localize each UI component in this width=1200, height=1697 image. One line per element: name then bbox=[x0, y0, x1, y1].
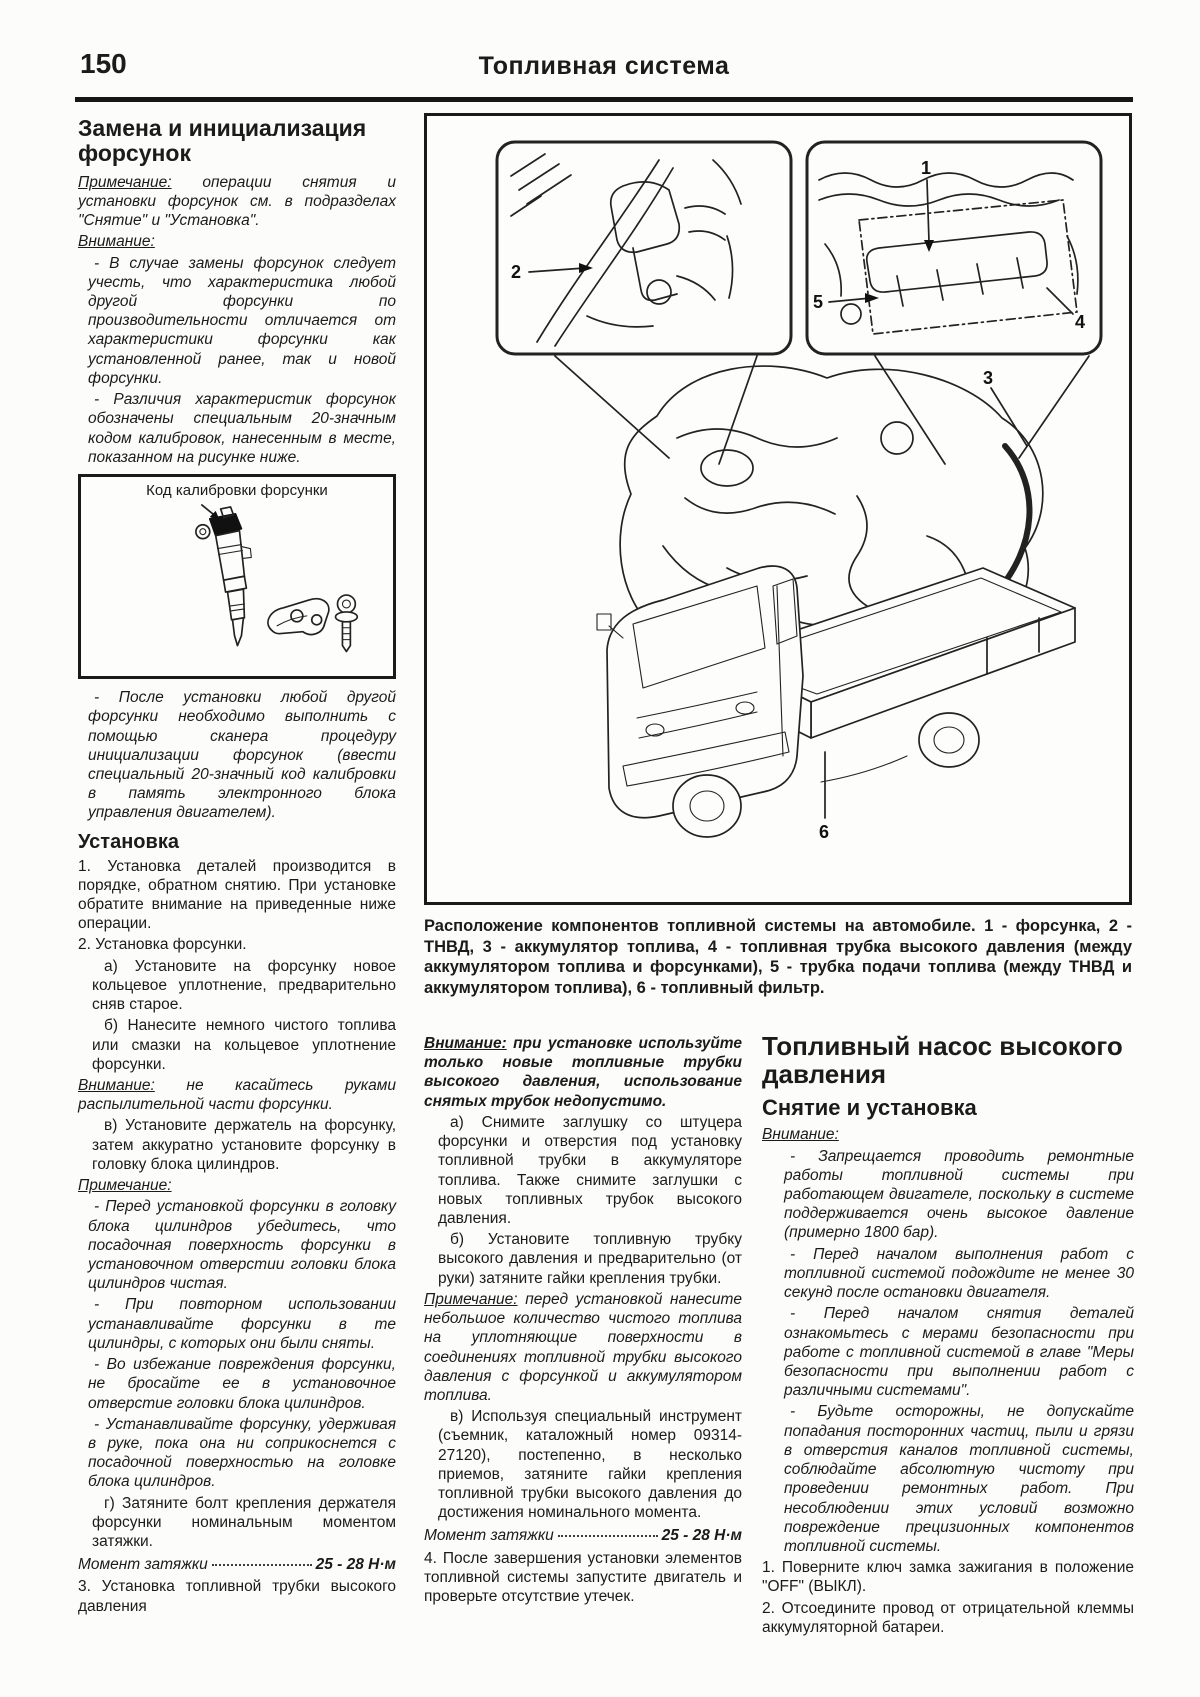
warning-label: Внимание: bbox=[78, 233, 155, 251]
callout-6: 6 bbox=[819, 822, 830, 842]
callout-4: 4 bbox=[1075, 312, 1086, 332]
note-item: - При повторном использовании устанавливайте форсунки в те цилиндры, с которых они были сняты. bbox=[88, 1296, 396, 1352]
step: 2. Установка форсунки. bbox=[78, 936, 247, 954]
warning-item: - Перед началом выполнения работ с топливной системой подождите не менее 30 секунд после остановки двигателя. bbox=[784, 1245, 1134, 1302]
warning-item: - Перед началом снятия деталей ознакомьтесь с мерами безопасности при работе с топливной системой в главе "Меры безопасности при выполнении работ с различными системами". bbox=[784, 1305, 1134, 1400]
section-heading: Топливный насос высокого давления bbox=[762, 1031, 1123, 1090]
figure-caption: Расположение компонентов топливной системы на автомобиле. 1 - форсунка, 2 - ТНВД, 3 - аккумулятор топлива, 4 - топливная трубка высокого давления (между аккумулятором топлива и форсунками), 5 - трубка подачи топлива (между ТНВД и аккумулятором топлива), 6 - топливный фильтр. bbox=[424, 917, 1132, 997]
warning-label: Внимание: bbox=[78, 1077, 155, 1095]
torque-value: 25 - 28 Н·м bbox=[661, 1527, 742, 1545]
injector-figure bbox=[78, 474, 396, 679]
substep: в) Используя специальный инструмент (съемник, каталожный номер 09314-27120), постепенно, в несколько приемов, затяните гайки крепления топливной трубки высокого давления до достижения номинального момента. bbox=[438, 1408, 742, 1522]
callout-1: 1 bbox=[921, 158, 932, 178]
substep: а) Установите на форсунку новое кольцевое уплотнение, предварительно сняв старое. bbox=[92, 957, 396, 1014]
engine-inset-right bbox=[807, 142, 1101, 354]
warning-text: не касайтесь руками распылительной части форсунки. bbox=[78, 1077, 396, 1114]
subsection-heading: Установка bbox=[78, 830, 179, 853]
page-title: Топливная система bbox=[478, 52, 730, 80]
warning-item: - В случае замены форсунок следует учесть, что характеристика любой другой форсунки по производительности отличается от характеристики форсунки как установленной ранее, так и новой форсунки. bbox=[88, 254, 396, 387]
inset-callouts bbox=[511, 158, 1085, 446]
truck-drawing bbox=[597, 566, 1075, 837]
substep: в) Установите держатель на форсунку, затем аккуратно установите форсунку в головку блока цилиндров. bbox=[92, 1117, 396, 1173]
note-item: - Перед установкой форсунки в головку блока цилиндров убедитесь, что посадочная поверхность форсунки в установочном отверстии головки блока цилиндров чистая. bbox=[88, 1198, 396, 1293]
injector-figure-caption: Код калибровки форсунки bbox=[146, 481, 328, 499]
fuel-system-drawing bbox=[427, 116, 1129, 902]
warning-text: при установке используйте только новые топливные трубки высокого давления, использование снятых трубок недопустимо. bbox=[424, 1035, 742, 1110]
torque-value: 25 - 28 Н·м bbox=[315, 1556, 396, 1574]
left-column bbox=[78, 114, 396, 1618]
middle-column bbox=[424, 1034, 742, 1608]
step: 1. Установка деталей производится в порядке, обратном снятию. При установке обратите внимание на приведенные ниже операции. bbox=[78, 857, 396, 933]
note-paragraph bbox=[78, 173, 396, 231]
subsection-heading: Снятие и установка bbox=[762, 1095, 977, 1121]
section-heading: Замена и инициализация форсунок bbox=[78, 115, 367, 166]
note-item: - Устанавливайте форсунку, удерживая в руке, пока она ни соприкоснется с посадочной поверхностью на головке блока цилиндров. bbox=[88, 1415, 396, 1491]
warning-label: Внимание: bbox=[424, 1035, 507, 1052]
step: 4. После завершения установки элементов топливной системы запустите двигатель и проверьте отсутствие утечек. bbox=[424, 1549, 742, 1606]
right-column bbox=[762, 1030, 1134, 1639]
warning-paragraph bbox=[78, 1076, 396, 1114]
engine-inset-left bbox=[497, 142, 791, 354]
torque-spec bbox=[78, 1555, 396, 1574]
dotted-leader bbox=[212, 1564, 312, 1566]
warning-item: - Будьте осторожны, не допускайте попадания посторонних частиц, пыли и грязи в отверстия каналов топливной системы, соблюдайте абсолютную чистоту при проведении ремонтных работ. При несоблюдении этих условий возможно повреждение прецизионных компонентов топливной системы. bbox=[784, 1403, 1134, 1555]
warning-label-line: Внимание: bbox=[762, 1126, 839, 1144]
note-item: - Во избежание повреждения форсунки, не бросайте ее в установочное отверстие головки блока цилиндров. bbox=[88, 1356, 396, 1412]
page-number: 150 bbox=[80, 48, 127, 79]
torque-label: Момент затяжки bbox=[78, 1556, 208, 1574]
fuel-system-figure bbox=[424, 113, 1132, 905]
warning-item: - Различия характеристик форсунок обозначены специальным 20-значным кодом калибровок, нанесенным в месте, показанном на рисунке ниже. bbox=[88, 391, 396, 466]
dotted-leader bbox=[558, 1535, 658, 1537]
note-paragraph bbox=[424, 1290, 742, 1405]
note-text: перед установкой нанесите небольшое количество чистого топлива на уплотняющие поверхности в соединениях топливной трубки высокого давления с форсункой и аккумулятором топлива. bbox=[424, 1290, 742, 1404]
injector-drawing bbox=[83, 501, 391, 671]
warning-item: - Запрещается проводить ремонтные работы топливной системы при работающем двигателе, поскольку в системе поддерживается очень высокое давление (примерно 1800 бар). bbox=[784, 1147, 1134, 1242]
step: 1. Поверните ключ замка зажигания в положение "OFF" (ВЫКЛ). bbox=[762, 1559, 1134, 1596]
header-rule bbox=[75, 97, 1133, 102]
injector-line-art bbox=[196, 504, 357, 651]
substep: а) Снимите заглушку со штуцера форсунки и отверстия под установку топливной трубки в аккумуляторе топлива. Также снимите заглушки с новых топливных трубок высокого давления. bbox=[438, 1113, 742, 1227]
substep: б) Нанесите немного чистого топлива или смазки на кольцевое уплотнение форсунки. bbox=[92, 1017, 396, 1073]
substep: г) Затяните болт крепления держателя форсунки номинальным моментом затяжки. bbox=[92, 1494, 396, 1551]
note-label: Примечание: bbox=[424, 1290, 518, 1308]
step: 3. Установка топливной трубки высокого давления bbox=[78, 1578, 396, 1615]
truck-callout bbox=[819, 752, 829, 842]
note-text: операции снятия и установки форсунок см. в подразделах "Снятие" и "Установка". bbox=[78, 173, 397, 230]
substep: б) Установите топливную трубку высокого давления и предварительно (от руки) затяните гайки крепления трубки. bbox=[438, 1231, 742, 1287]
callout-3: 3 bbox=[983, 368, 994, 388]
step: 2. Отсоедините провод от отрицательной клеммы аккумуляторной батареи. bbox=[762, 1599, 1134, 1636]
warning-paragraph bbox=[424, 1034, 742, 1111]
warning-item: - После установки любой другой форсунки необходимо выполнить с помощью сканера процедуру инициализации форсунок (ввести специальный 20-значный код калибровки в память электронного блока управления двигателем). bbox=[88, 689, 396, 822]
torque-label: Момент затяжки bbox=[424, 1527, 554, 1545]
callout-2: 2 bbox=[511, 262, 522, 282]
note-label-line: Примечание: bbox=[78, 1177, 172, 1195]
callout-5: 5 bbox=[813, 292, 824, 312]
note-label: Примечание: bbox=[78, 173, 172, 191]
torque-spec bbox=[424, 1526, 742, 1545]
